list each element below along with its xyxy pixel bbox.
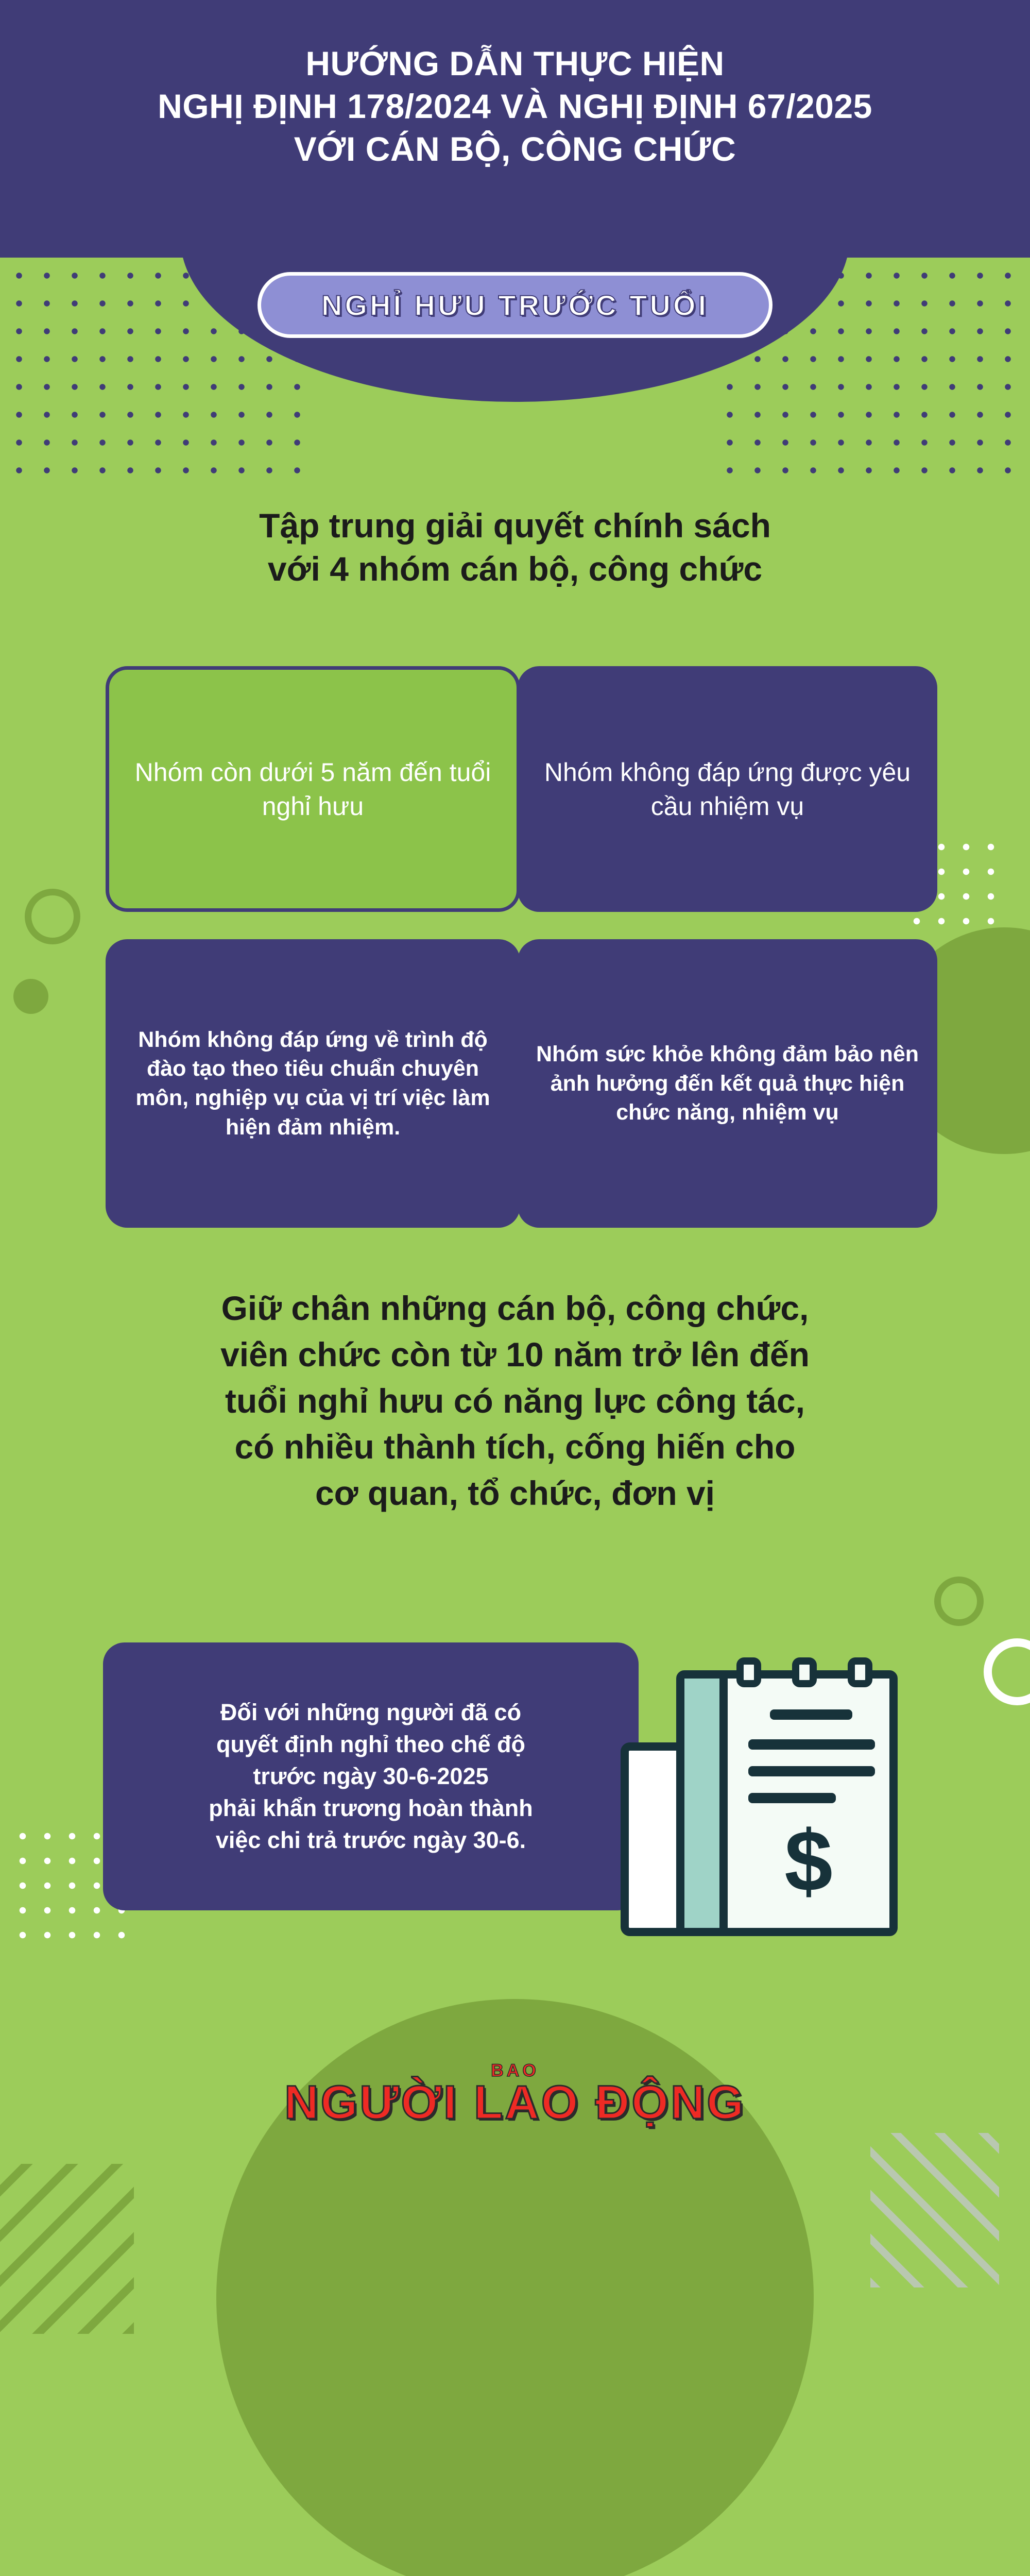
- subtitle-pill: [258, 272, 772, 338]
- section-1-heading-line-1: Tập trung giải quyết chính sách: [259, 506, 771, 545]
- decor-stripes-left: [0, 2164, 134, 2334]
- page-title-line-2: NGHỊ ĐỊNH 178/2024 VÀ NGHỊ ĐỊNH 67/2025: [158, 87, 872, 126]
- document-money-icon: [621, 1623, 909, 1963]
- group-card-2-text: Nhóm không đáp ứng được yêu cầu nhiệm vụ: [544, 757, 911, 821]
- group-card-4: [518, 939, 937, 1228]
- note-line-5: việc chi trả trước ngày 30-6.: [215, 1827, 526, 1854]
- group-card-1-text: Nhóm còn dưới 5 năm đến tuổi nghỉ hưu: [134, 757, 491, 821]
- publisher-logo-main: NGƯỜI LAO ĐỘNG: [284, 2076, 746, 2129]
- note-line-3: trước ngày 30-6-2025: [253, 1762, 489, 1789]
- decor-ring-olive-right: [934, 1577, 984, 1626]
- note-card-text: [196, 1697, 545, 1856]
- note-line-2: quyết định nghỉ theo chế độ: [216, 1731, 525, 1757]
- note-line-1: Đối với những người đã có: [220, 1699, 522, 1725]
- note-line-4: phải khẩn trương hoàn thành: [209, 1795, 533, 1822]
- section-1-heading-line-2: với 4 nhóm cán bộ, công chức: [267, 550, 763, 588]
- decor-ring-white-right: [984, 1638, 1030, 1705]
- group-card-2: [518, 666, 937, 912]
- group-card-3-text: Nhóm không đáp ứng về trình độ đào tạo theo tiêu chuẩn chuyên môn, nghiệp vụ của vị trí việc làm hiện đảm nhiệm.: [135, 1027, 490, 1140]
- page-title-line-3: VỚI CÁN BỘ, CÔNG CHỨC: [294, 130, 736, 168]
- note-card: [103, 1642, 639, 1910]
- publisher-logo: [0, 2061, 1030, 2129]
- dollar-symbol: $: [784, 1812, 833, 1909]
- section-1-heading: [0, 504, 1030, 591]
- page-title: [0, 42, 1030, 171]
- section-2-heading-line-1: Giữ chân những cán bộ, công chức,: [221, 1289, 809, 1327]
- section-2-heading-line-5: cơ quan, tổ chức, đơn vị: [315, 1474, 715, 1512]
- header-banner: [0, 0, 1030, 258]
- publisher-logo-top: BAO: [491, 2061, 539, 2080]
- subtitle-pill-label: NGHỈ HƯU TRƯỚC TUỔI: [321, 289, 709, 321]
- section-2-heading-line-3: tuổi nghỉ hưu có năng lực công tác,: [225, 1381, 805, 1420]
- decor-dot-olive-left: [13, 979, 48, 1014]
- group-card-4-text: Nhóm sức khỏe không đảm bảo nên ảnh hưởng đến kết quả thực hiện chức năng, nhiệm vụ: [536, 1041, 919, 1125]
- section-2-heading-line-4: có nhiều thành tích, cống hiến cho: [234, 1428, 796, 1466]
- page-title-line-1: HƯỚNG DẪN THỰC HIỆN: [305, 44, 725, 82]
- section-2-heading: [0, 1285, 1030, 1517]
- section-2-heading-line-2: viên chức còn từ 10 năm trở lên đến: [220, 1335, 810, 1374]
- decor-ring-olive-left: [25, 889, 80, 944]
- decor-stripes-right: [870, 2133, 999, 2287]
- group-card-3: [106, 939, 520, 1228]
- group-card-1: [106, 666, 520, 912]
